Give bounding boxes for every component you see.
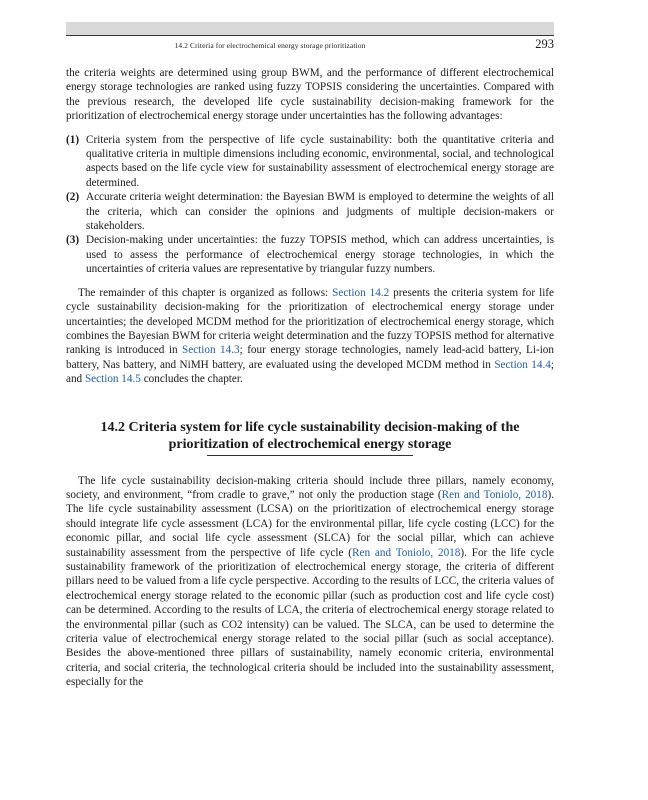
citation-link[interactable]: Ren and Toniolo, 2018 [441, 488, 548, 501]
list-item [66, 133, 554, 191]
citation-link[interactable]: Ren and Toniolo, 2018 [352, 546, 461, 559]
section-link-14-3[interactable]: Section 14.3 [182, 344, 240, 357]
list-item-text: Decision-making under uncertainties: the fuzzy TOPSIS method, which can address uncertainties, is used to assess the performance of electrochemical energy storage technologies, in which the uncertainties of criteria values are representative by triangular fuzzy numbers. [86, 234, 554, 276]
outline-text: presents the criteria system for life cycle sustainability decision-making for the prioritization of electrochemical energy storage under uncertainties; the developed MCDM method for the prioritization of electrochemical energy storage, which combines the Bayesian BWM for criteria weight determination and the fuzzy TOPSIS method for alternative ranking is introduced in [66, 286, 554, 357]
section-heading-line1: 14.2 Criteria system for life cycle sustainability decision-making of the [100, 419, 520, 435]
outline-paragraph [66, 286, 554, 387]
section-link-14-4[interactable]: Section 14.4 [494, 358, 551, 371]
outline-text: ; four energy storage technologies, namely lead-acid battery, Li-ion battery, Nas battery, and NiMH battery, are evaluated using the developed MCDM method in [66, 344, 554, 371]
section-text: The life cycle sustainability decision-making criteria should include three pillars, namely economy, society, and environment, “from cradle to grave,” not only the production stage ( [66, 474, 554, 501]
section-paragraph [66, 474, 554, 690]
section-link-14-5[interactable]: Section 14.5 [84, 373, 141, 386]
section-text: ). The life cycle sustainability assessment (LCSA) on the prioritization of electrochemical energy storage should integrate life cycle assessment (LCA) for the environmental pillar, life cycle costing (LCC) for the economic pillar, and social life cycle assessment (SLCA) for the social pillar, which can achieve sustainability assessment from the perspective of life cycle ( [66, 488, 554, 559]
section-text: ). For the life cycle sustainability framework of the prioritization of electrochemical energy storage, the criteria of different pillars need to be valued from a life cycle perspective. According to the results of LCC, the criteria values of electrochemical energy storage related to the economic pillar (such as production cost and life cycle cost) can be determined. According to the results of LCA, the criteria of electrochemical energy storage related to the environmental pillar (such as CO2 intensity) can be valued. The SLCA, can be used to determine the criteria value of electrochemical energy storage related to the social pillar (such as social acceptance). Besides the above-mentioned three pillars of sustainability, namely economic criteria, environmental criteria, and social criteria, the technological criteria should be included into the sustainability assessment, especially for the [66, 546, 554, 689]
list-item-text: Criteria system from the perspective of life cycle sustainability: both the quantitative criteria and qualitative criteria in multiple dimensions including economic, environmental, social, and technological aspects based on the life cycle view for sustainability assessment of electrochemical energy storage are determined. [86, 133, 554, 189]
outline-text: ; and [66, 358, 554, 386]
list-item [66, 190, 554, 233]
list-item-text: Accurate criteria weight determination: the Bayesian BWM is employed to determine the weights of all the criteria, which can consider the opinions and judgments of multiple decision-makers or stakeholders. [86, 191, 554, 233]
running-header-bar [66, 22, 554, 35]
section-heading [66, 419, 554, 456]
list-item-number: (1) [66, 133, 80, 146]
section-link-14-2[interactable]: Section 14.2 [332, 286, 390, 299]
outline-text: The remainder of this chapter is organized as follows: [78, 286, 333, 299]
list-item-number: (2) [66, 191, 80, 204]
outline-text: concludes the chapter. [140, 373, 243, 386]
advantages-list [66, 133, 554, 277]
list-item-number: (3) [66, 234, 80, 247]
list-item [66, 233, 554, 276]
header-rule [66, 35, 554, 36]
section-heading-line2: prioritization of electrochemical energy storage [168, 436, 452, 452]
intro-paragraph: the criteria weights are determined using group BWM, and the performance of different electrochemical energy storage technologies are ranked using fuzzy TOPSIS considering the uncertainties. Compared with the previous research, the developed life cycle sustainability decision-making framework for the prioritization of electrochemical energy storage under uncertainties has the following advantages: [66, 67, 554, 123]
page-body [66, 66, 554, 690]
page-number: 293 [535, 37, 554, 51]
running-head: 14.2 Criteria for electrochemical energy storage prioritization [174, 41, 366, 50]
heading-underline [207, 455, 413, 456]
